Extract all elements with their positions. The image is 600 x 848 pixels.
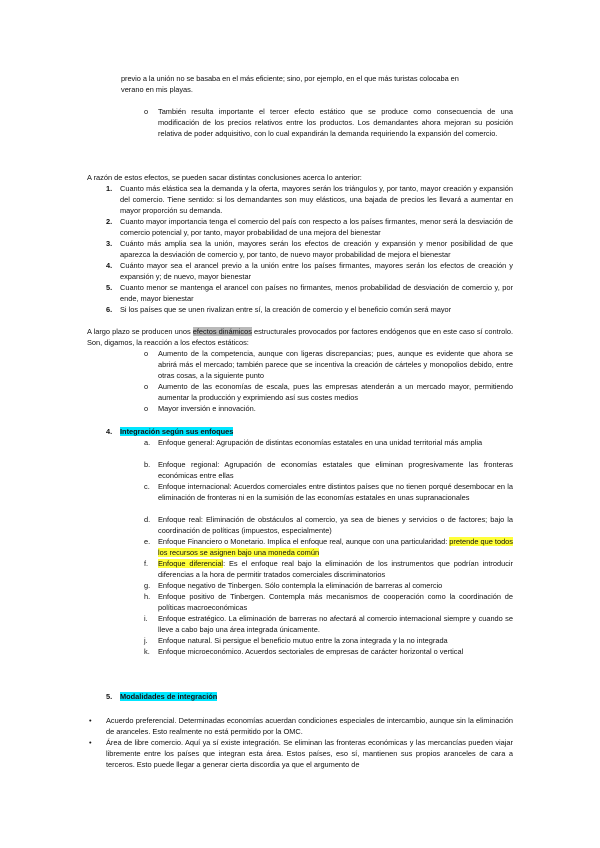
list-item-text: Cuanto menor se mantenga el arancel con países no firmantes, menos probabilidad de desviación de comercio y, por ende, mayor bienestar [120,283,513,303]
list-letter: i. [144,614,148,623]
list-item-text: Enfoque real: Eliminación de obstáculos al comercio, ya sea de bienes y servicios o de factores; bajo la coordinación de políticas (impuestos, especialmente) [158,515,513,535]
list-number: 6. [106,305,113,314]
bullet-paragraph: También resulta importante el tercer efecto estático que se produce como consecuencia de una modificación de los precios relativos entre los productos. Los demandantes ahora mejoran su posición relativa de poder adquisitivo, con lo cual expandirán la demanda requiriendo la expansión del comercio. [158,107,513,138]
bullet-marker: o [144,404,149,413]
list-item-text: Cuanto mayor importancia tenga el comercio del país con respecto a los países firmantes, menor será la desviación de comercio potencial y, por tanto, mayor probabilidad de una mejora del bienestar [120,217,513,237]
intro-text: A largo plazo se producen unos [87,327,193,336]
section-number: 5. [106,692,113,701]
list-item-text: Cuánto más amplia sea la unión, mayores serán los efectos de creación y expansión y menor posibilidad de que aparezca la desviación de comercio y, por tanto, de nuevo mayor probabilidad de mejora el bienestar [120,239,513,259]
item-text: : Es el enfoque real bajo la eliminación de los instrumentos que podrían introducir diferencias a la hora de permitir tratados comerciales discriminatorios [158,559,513,579]
list-number: 1. [106,184,113,193]
list-letter: g. [144,581,151,590]
bullet-text: Área de libre comercio. Aquí ya sí existe integración. Se eliminan las fronteras económicas y las mercancías pueden viajar libremente entre los países que integran esta área. Estos países, eso sí, mantienen sus propios aranceles de cara a terceros. Esto puede llegar a generar cierta discordia ya que el argumento de [106,738,513,769]
text-line: verano en mis playas. [121,85,193,94]
list-item-text [158,558,513,580]
section-heading [120,691,217,702]
intro-text: estructurales provocados por factores endógenos que en este caso sí controlo. Son, digamos, la reacción a los efectos estáticos: [87,327,513,347]
bullet-marker: • [89,716,92,725]
list-item-text: Enfoque negativo de Tinbergen. Sólo contempla la eliminación de barreras al comercio [158,581,443,590]
list-item-text: Enfoque internacional: Acuerdos comerciales entre distintos países que no tienen porqué desembocar en la eliminación de fronteras ni en la sumisión de las economías estatales en unas supranacionales [158,482,513,502]
list-item-text: Enfoque general: Agrupación de distintas economías estatales en una unidad territorial más amplia [158,438,483,447]
list-letter: c. [144,482,150,491]
list-item-text: Enfoque microeconómico. Acuerdos sectoriales de empresas de carácter horizontal o vertical [158,647,464,656]
list-number: 2. [106,217,113,226]
list-letter: b. [144,460,151,469]
bullet-marker: • [89,738,92,747]
bullet-marker: o [144,382,149,391]
highlighted-term: efectos dinámicos [192,327,252,336]
bullet-marker: o [144,349,149,358]
bullet-marker: o [144,107,149,116]
list-letter: d. [144,515,151,524]
list-item-text [158,536,513,558]
list-item-text: Enfoque positivo de Tinbergen. Contempla más mecanismos de cooperación como la coordinación de políticas macroeconómicas [158,592,513,612]
list-number: 5. [106,283,113,292]
list-letter: h. [144,592,151,601]
section-title: Integración según sus enfoques [120,427,234,436]
dynamic-effects-intro [87,326,513,348]
bullet-text: Aumento de las economías de escala, pues las empresas atenderán a un mercado mayor, permitiendo aumentar la producción y exprimiendo así sus costes medios [158,382,513,402]
section-heading [120,426,233,437]
list-letter: a. [144,438,151,447]
list-number: 3. [106,239,113,248]
bullet-text: Mayor inversión e innovación. [158,404,256,413]
list-letter: f. [144,559,149,568]
text-line: previo a la unión no se basaba en el más eficiente; sino, por ejemplo, en el que más turistas colocaba en [121,74,459,83]
list-number: 4. [106,261,113,270]
list-item-text: Cuanto más elástica sea la demanda y la oferta, mayores serán los triángulos y, por tanto, mayor creación y expansión del comercio. Tiene sentido: si los demandantes son muy elásticos, una bajada de precios les llevará a aumentar en mayor proporción su demanda. [120,184,513,215]
bullet-text: Acuerdo preferencial. Determinadas economías acuerdan condiciones especiales de intercambio, aunque sin la eliminación de aranceles. Esto realmente no está permitido por la OMC. [106,716,513,736]
list-item-text: Cuánto mayor sea el arancel previo a la unión entre los países firmantes, mayores serán los efectos de creación y expansión y; de nuevo, mayor bienestar [120,261,513,281]
section-title: Modalidades de integración [120,692,218,701]
section-number: 4. [106,427,113,436]
list-letter: k. [144,647,150,656]
list-letter: j. [144,636,148,645]
list-item-text: Enfoque regional: Agrupación de economías estatales que eliminan progresivamente las fronteras económicas entre ellas [158,460,513,480]
highlighted-text: pretende que todos los recursos se asignen bajo una moneda común [158,537,513,557]
highlighted-term: Enfoque diferencial [158,559,224,568]
list-item-text: Enfoque estratégico. La eliminación de barreras no afectará al comercio internacional siempre y cuando se lleve a cabo bajo una área integrada únicamente. [158,614,513,634]
list-item-text: Enfoque natural. Si persigue el beneficio mutuo entre la zona integrada y la no integrada [158,636,448,645]
conclusions-intro: A razón de estos efectos, se pueden sacar distintas conclusiones acerca lo anterior: [87,173,362,182]
paragraph-continuation [121,73,513,95]
item-text: Enfoque Financiero o Monetario. Implica el enfoque real, aunque con una particularidad: [158,537,450,546]
bullet-text: Aumento de la competencia, aunque con ligeras discrepancias; pues, aunque es evidente que ahora se abrirá más el mercado; también parece que se incentiva la creación de cárteles y monopolios debido, entre otras cosas, a la siguiente punto [158,349,513,380]
list-letter: e. [144,537,151,546]
list-item-text: Si los países que se unen rivalizan entre sí, la creación de comercio y el beneficio común será mayor [120,305,452,314]
